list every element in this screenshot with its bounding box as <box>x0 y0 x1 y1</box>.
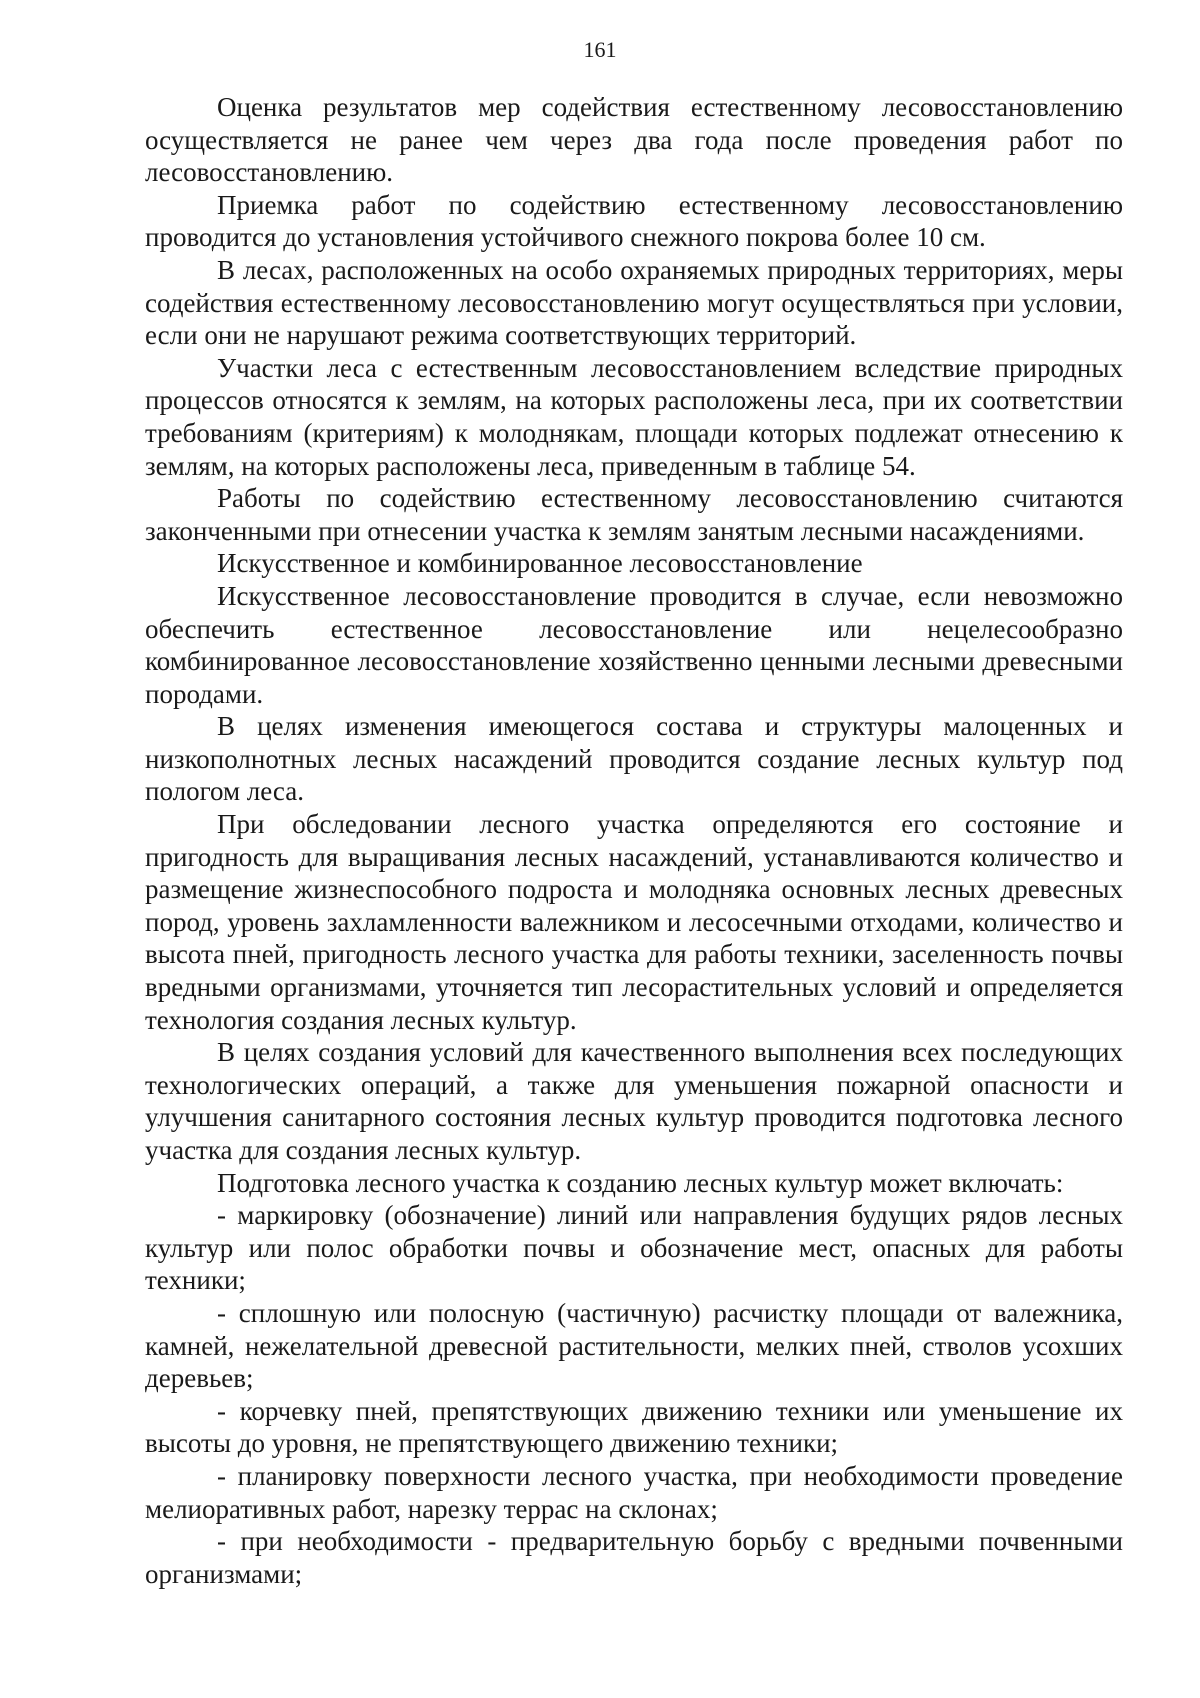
paragraph-site-preparation-purpose: В целях создания условий для качественного выполнения всех последующих технологических операций, а также для уменьшения пожарной опасности и улучшения санитарного состояния лесных культур проводится подготовка лесного участка для создания лесных культур. <box>145 1037 1123 1165</box>
paragraph-work-acceptance: Приемка работ по содействию естественному лесовосстановлению проводится до установления устойчивого снежного покрова более 10 см. <box>145 189 1123 253</box>
paragraph-preparation-list-intro: Подготовка лесного участка к созданию лесных культур может включать: <box>217 1167 1064 1198</box>
paragraph-assessment-results: Оценка результатов мер содействия естественному лесовосстановлению осуществляется не ранее чем через два года после проведения работ по лесовосстановлению. <box>145 92 1123 188</box>
list-item-pest-control: - при необходимости - предварительную борьбу с вредными почвенными организмами; <box>145 1526 1123 1589</box>
document-body <box>145 91 1123 1590</box>
paragraph-protected-territories: В лесах, расположенных на особо охраняемых природных территориях, меры содействия естественному лесовосстановлению могут осуществляться при условии, если они не нарушают режима соответствующих территорий. <box>145 254 1123 351</box>
section-heading-artificial-regeneration: Искусственное и комбинированное лесовосстановление <box>217 548 863 579</box>
paragraph-composition-change: В целях изменения имеющегося состава и структуры малоценных и низкополнотных лесных насаждений проводится создание лесных культур под пологом леса. <box>145 711 1123 807</box>
list-item-surface-planning: - планировку поверхности лесного участка, при необходимости проведение мелиоративных работ, нарезку террас на склонах; <box>145 1460 1123 1524</box>
list-item-stump-removal: - корчевку пней, препятствующих движению техники или уменьшение их высоты до уровня, не препятствующего движению техники; <box>145 1395 1123 1459</box>
paragraph-artificial-regeneration: Искусственное лесовосстановление проводится в случае, если невозможно обеспечить естественное лесовосстановление или нецелесообразно комбинированное лесовосстановление хозяйственно ценными лесными древесными породами. <box>145 580 1123 709</box>
list-item-clearing: - сплошную или полосную (частичную) расчистку площади от валежника, камней, нежелательной древесной растительности, мелких пней, стволов усохших деревьев; <box>145 1297 1123 1394</box>
paragraph-natural-regeneration-plots: Участки леса с естественным лесовосстановлением вследствие природных процессов относятся к землям, на которых расположены леса, при их соответствии требованиям (критериям) к молоднякам, площади которых подлежат отнесению к землям, на которых расположены леса, приведенным в таблице 54. <box>145 352 1123 481</box>
paragraph-site-survey: При обследовании лесного участка определяются его состояние и пригодность для выращивания лесных насаждений, устанавливаются количество и размещение жизнеспособного подроста и молодняка основных лесных древесных пород, уровень захламленности валежником и лесосечными отходами, количество и высота пней, пригодность лесного участка для работы техники, заселенность почвы вредными организмами, уточняется тип лесорастительных условий и определяется технология создания лесных культур. <box>145 809 1123 1035</box>
paragraph-works-completion: Работы по содействию естественному лесовосстановлению считаются законченными при отнесении участка к землям занятым лесными насаждениями. <box>145 483 1123 546</box>
page-number: 161 <box>583 37 617 62</box>
list-item-marking: - маркировку (обозначение) линий или направления будущих рядов лесных культур или полос обработки почвы и обозначение мест, опасных для работы техники; <box>145 1200 1123 1296</box>
